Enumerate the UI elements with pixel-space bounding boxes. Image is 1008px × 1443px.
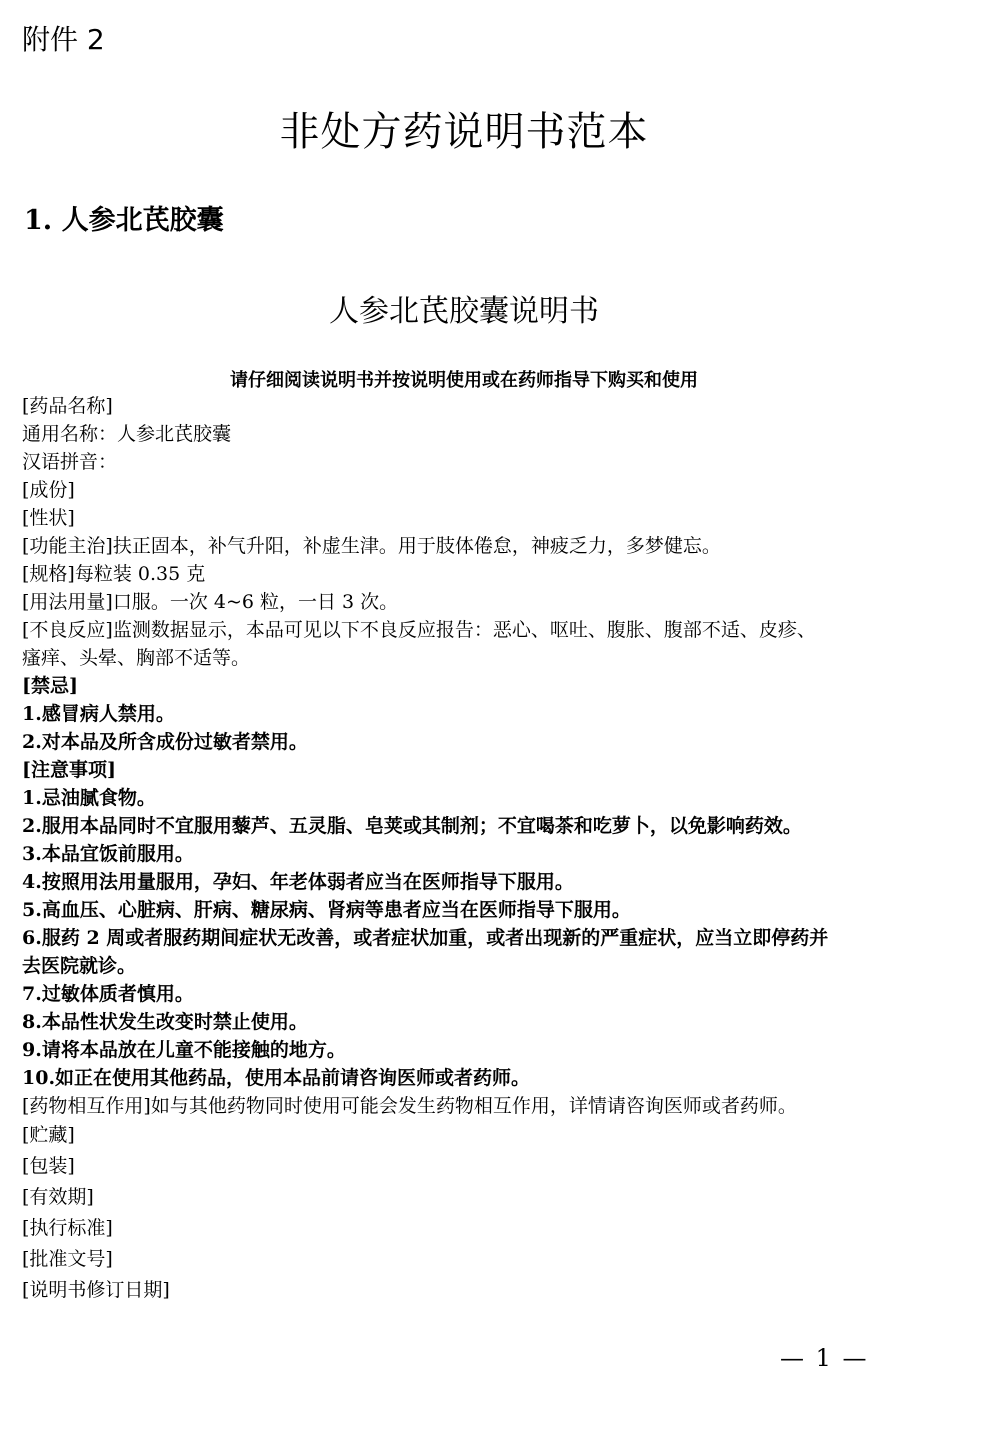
field-pinyin: 汉语拼音： [22, 451, 118, 473]
field-adverse-reactions: [不良反应]监测数据显示，本品可见以下不良反应报告：恶心、呕吐、腹胀、腹部不适、皮疹、 [22, 619, 816, 641]
field-description: [性状] [22, 507, 75, 529]
page-number: — 1 — [780, 1344, 869, 1372]
field-packaging: [包装] [22, 1155, 75, 1177]
attachment-label: 附件 2 [22, 23, 105, 56]
reading-notice: 请仔细阅读说明书并按说明使用或在药师指导下购买和使用 [230, 370, 698, 391]
heading-precautions: [注意事项] [22, 759, 116, 781]
field-approval-number: [批准文号] [22, 1248, 113, 1270]
contraindication-item: 2.对本品及所含成份过敏者禁用。 [22, 731, 308, 753]
leaflet-title: 人参北芪胶囊说明书 [329, 294, 599, 329]
field-generic-name: 通用名称：人参北芪胶囊 [22, 423, 232, 445]
leaflet-body [22, 392, 922, 1306]
contraindication-item: 1.感冒病人禁用。 [22, 703, 175, 725]
field-interactions: [药物相互作用]如与其他药物同时使用可能会发生药物相互作用，详情请咨询医师或者药师。 [22, 1095, 797, 1117]
precaution-item: 2.服用本品同时不宜服用藜芦、五灵脂、皂荚或其制剂；不宜喝茶和吃萝卜，以免影响药效。 [22, 815, 802, 837]
precaution-item: 1.忌油腻食物。 [22, 787, 156, 809]
precaution-item: 5.高血压、心脏病、肝病、糖尿病、肾病等患者应当在医师指导下服用。 [22, 899, 631, 921]
precaution-item: 9.请将本品放在儿童不能接触的地方。 [22, 1039, 346, 1061]
field-revision-date: [说明书修订日期] [22, 1279, 170, 1301]
precaution-item: 6.服药 2 周或者服药期间症状无改善，或者症状加重，或者出现新的严重症状，应当立即停药并 [22, 927, 829, 949]
heading-contraindications: [禁忌] [22, 675, 78, 697]
precaution-item: 10.如正在使用其他药品，使用本品前请咨询医师或者药师。 [22, 1067, 531, 1089]
field-adverse-reactions-cont: 瘙痒、头晕、胸部不适等。 [22, 647, 251, 669]
field-indications: [功能主治]扶正固本，补气升阳，补虚生津。用于肢体倦怠，神疲乏力，多梦健忘。 [22, 535, 721, 557]
field-storage: [贮藏] [22, 1124, 75, 1146]
field-standard: [执行标准] [22, 1217, 113, 1239]
precaution-item: 3.本品宜饭前服用。 [22, 843, 194, 865]
section-heading: 1. 人参北芪胶囊 [24, 205, 224, 236]
document-title: 非处方药说明书范本 [279, 109, 649, 155]
field-shelf-life: [有效期] [22, 1186, 94, 1208]
precaution-item: 7.过敏体质者慎用。 [22, 983, 194, 1005]
field-specification: [规格]每粒装 0.35 克 [22, 563, 206, 585]
field-dosage: [用法用量]口服。一次 4~6 粒，一日 3 次。 [22, 591, 399, 613]
field-drug-name: [药品名称] [22, 395, 113, 417]
field-ingredients: [成份] [22, 479, 75, 501]
precaution-item: 4.按照用法用量服用，孕妇、年老体弱者应当在医师指导下服用。 [22, 871, 574, 893]
precaution-item-cont: 去医院就诊。 [22, 955, 137, 977]
precaution-item: 8.本品性状发生改变时禁止使用。 [22, 1011, 308, 1033]
